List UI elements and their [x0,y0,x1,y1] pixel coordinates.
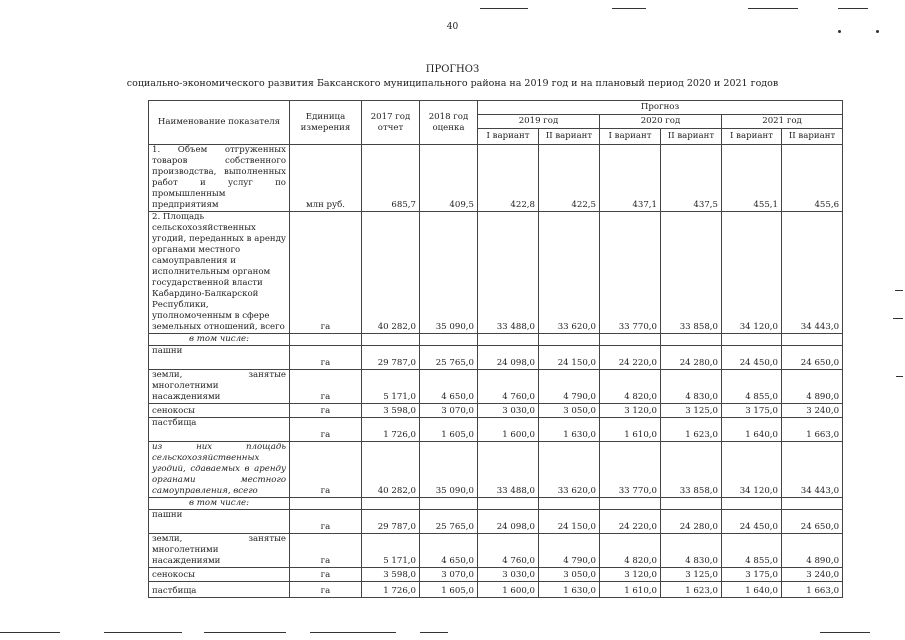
value-cell: 3 120,0 [600,568,661,582]
row-name: сенокосы [149,404,290,418]
empty-cell [420,498,478,510]
value-cell: 34 120,0 [722,212,782,334]
scan-mark [0,632,60,633]
header-unit: Единица измерения [290,101,362,145]
empty-cell [600,334,661,346]
table-row [149,510,843,534]
header-forecast: Прогноз [478,101,843,115]
value-cell: 3 070,0 [420,404,478,418]
value-cell: 33 620,0 [539,212,600,334]
page-number: 40 [446,22,459,32]
document-title: ПРОГНОЗ [425,64,480,75]
value-cell: 1 600,0 [478,582,539,598]
value-cell: 24 280,0 [661,510,722,534]
row-unit: га [290,418,362,442]
scan-mark [838,8,868,9]
value-cell: 4 820,0 [600,370,661,404]
table-row [149,346,843,370]
value-cell: 24 098,0 [478,510,539,534]
subheader-row [149,498,843,510]
empty-cell [362,498,420,510]
value-cell: 3 598,0 [362,404,420,418]
row-unit: га [290,404,362,418]
table-row [149,212,843,334]
value-cell: 33 770,0 [600,212,661,334]
value-cell: 33 858,0 [661,212,722,334]
header-variant-2: II вариант [539,129,600,145]
row-name: земли, занятые многолетними насаждениями [149,534,290,568]
value-cell: 3 240,0 [782,568,843,582]
value-cell: 422,5 [539,145,600,212]
value-cell: 1 623,0 [661,582,722,598]
value-cell: 40 282,0 [362,212,420,334]
row-name: пашни [149,346,290,370]
scan-mark [896,376,903,377]
value-cell: 3 175,0 [722,568,782,582]
empty-cell [290,498,362,510]
value-cell: 3 070,0 [420,568,478,582]
value-cell: 3 050,0 [539,404,600,418]
value-cell: 1 623,0 [661,418,722,442]
header-2021: 2021 год [722,115,843,129]
row-unit: га [290,370,362,404]
row-name: пастбища [149,582,290,598]
value-cell: 24 650,0 [782,346,843,370]
value-cell: 1 610,0 [600,582,661,598]
value-cell: 4 790,0 [539,370,600,404]
value-cell: 5 171,0 [362,534,420,568]
value-cell: 3 030,0 [478,568,539,582]
table-row [149,582,843,598]
header-name: Наименование показателя [149,101,290,145]
header-2019: 2019 год [478,115,600,129]
value-cell: 1 605,0 [420,582,478,598]
value-cell: 4 855,0 [722,370,782,404]
row-name: сенокосы [149,568,290,582]
header-variant-2: II вариант [661,129,722,145]
row-name: 1. Объем отгруженных товаров собственного производства, выполненных работ и услуг по промышленным предприятиям [149,145,290,212]
header-variant-1: I вариант [722,129,782,145]
value-cell: 24 220,0 [600,510,661,534]
value-cell: 685,7 [362,145,420,212]
row-unit: га [290,568,362,582]
scan-mark [748,8,798,9]
value-cell: 4 820,0 [600,534,661,568]
value-cell: 1 630,0 [539,582,600,598]
scan-mark [893,318,903,319]
value-cell: 5 171,0 [362,370,420,404]
empty-cell [782,334,843,346]
empty-cell [539,498,600,510]
value-cell: 35 090,0 [420,212,478,334]
value-cell: 24 450,0 [722,510,782,534]
empty-cell [600,498,661,510]
header-2018: 2018 год оценка [420,101,478,145]
value-cell: 24 150,0 [539,510,600,534]
empty-cell [290,334,362,346]
value-cell: 1 663,0 [782,582,843,598]
forecast-table [148,100,843,598]
value-cell: 455,6 [782,145,843,212]
value-cell: 40 282,0 [362,442,420,498]
empty-cell [478,498,539,510]
value-cell: 422,8 [478,145,539,212]
value-cell: 33 620,0 [539,442,600,498]
value-cell: 1 640,0 [722,418,782,442]
value-cell: 4 830,0 [661,534,722,568]
table-row [149,418,843,442]
value-cell: 35 090,0 [420,442,478,498]
value-cell: 24 650,0 [782,510,843,534]
value-cell: 409,5 [420,145,478,212]
empty-cell [420,334,478,346]
value-cell: 24 150,0 [539,346,600,370]
value-cell: 4 760,0 [478,370,539,404]
scan-mark [420,632,448,633]
scan-mark [310,632,396,633]
value-cell: 3 125,0 [661,404,722,418]
scan-mark [204,632,286,633]
row-unit: га [290,582,362,598]
scan-mark [895,290,903,291]
row-unit: га [290,346,362,370]
table-row [149,534,843,568]
table-row [149,370,843,404]
subheader-label: в том числе: [149,334,290,346]
empty-cell [661,498,722,510]
value-cell: 1 640,0 [722,582,782,598]
value-cell: 33 488,0 [478,212,539,334]
header-variant-1: I вариант [600,129,661,145]
value-cell: 4 830,0 [661,370,722,404]
empty-cell [661,334,722,346]
value-cell: 4 760,0 [478,534,539,568]
value-cell: 24 220,0 [600,346,661,370]
empty-cell [782,498,843,510]
empty-cell [362,334,420,346]
subheader-row [149,334,843,346]
value-cell: 3 050,0 [539,568,600,582]
scan-dot [838,30,841,33]
value-cell: 455,1 [722,145,782,212]
empty-cell [722,498,782,510]
row-name: из них площадь сельскохозяйственных угодий, сдаваемых в аренду органами местного самоуправления, всего [149,442,290,498]
value-cell: 3 240,0 [782,404,843,418]
row-unit: га [290,534,362,568]
header-variant-1: I вариант [478,129,539,145]
table-row [149,568,843,582]
empty-cell [478,334,539,346]
value-cell: 34 443,0 [782,442,843,498]
header-variant-2: II вариант [782,129,843,145]
value-cell: 1 610,0 [600,418,661,442]
row-unit: га [290,212,362,334]
value-cell: 33 770,0 [600,442,661,498]
row-name: пастбища [149,418,290,442]
row-unit: га [290,510,362,534]
value-cell: 3 175,0 [722,404,782,418]
value-cell: 34 120,0 [722,442,782,498]
value-cell: 1 600,0 [478,418,539,442]
table-row [149,404,843,418]
subheader-label: в том числе: [149,498,290,510]
value-cell: 1 726,0 [362,418,420,442]
row-name: пашни [149,510,290,534]
value-cell: 1 630,0 [539,418,600,442]
value-cell: 34 443,0 [782,212,843,334]
scan-mark [104,632,182,633]
empty-cell [722,334,782,346]
value-cell: 437,5 [661,145,722,212]
value-cell: 4 890,0 [782,534,843,568]
value-cell: 33 858,0 [661,442,722,498]
value-cell: 24 450,0 [722,346,782,370]
scan-mark [612,8,646,9]
value-cell: 33 488,0 [478,442,539,498]
value-cell: 4 650,0 [420,534,478,568]
value-cell: 29 787,0 [362,510,420,534]
scan-mark [480,8,528,9]
value-cell: 4 650,0 [420,370,478,404]
value-cell: 29 787,0 [362,346,420,370]
value-cell: 1 726,0 [362,582,420,598]
value-cell: 4 890,0 [782,370,843,404]
value-cell: 25 765,0 [420,510,478,534]
table-row [149,145,843,212]
value-cell: 1 605,0 [420,418,478,442]
scan-dot [876,30,879,33]
value-cell: 24 280,0 [661,346,722,370]
table-row [149,442,843,498]
value-cell: 24 098,0 [478,346,539,370]
value-cell: 3 030,0 [478,404,539,418]
value-cell: 3 120,0 [600,404,661,418]
row-name: 2. Площадь сельскохозяйственных угодий, переданных в аренду органами местного самоуправления и исполнительным органом государственной власти Кабардино-Балкарской Республики, уполномоченным в сфере земельных отношений, всего [149,212,290,334]
row-name: земли, занятые многолетними насаждениями [149,370,290,404]
document-subtitle: социально-экономического развития Баксанского муниципального района на 2019 год и на плановый период 2020 и 2021 годов [126,78,779,89]
value-cell: 3 125,0 [661,568,722,582]
row-unit: га [290,442,362,498]
empty-cell [539,334,600,346]
row-unit: млн руб. [290,145,362,212]
value-cell: 4 855,0 [722,534,782,568]
value-cell: 1 663,0 [782,418,843,442]
header-2020: 2020 год [600,115,722,129]
value-cell: 25 765,0 [420,346,478,370]
table-body [149,145,843,598]
scan-mark [820,632,870,633]
value-cell: 3 598,0 [362,568,420,582]
header-2017: 2017 год отчет [362,101,420,145]
value-cell: 437,1 [600,145,661,212]
value-cell: 4 790,0 [539,534,600,568]
